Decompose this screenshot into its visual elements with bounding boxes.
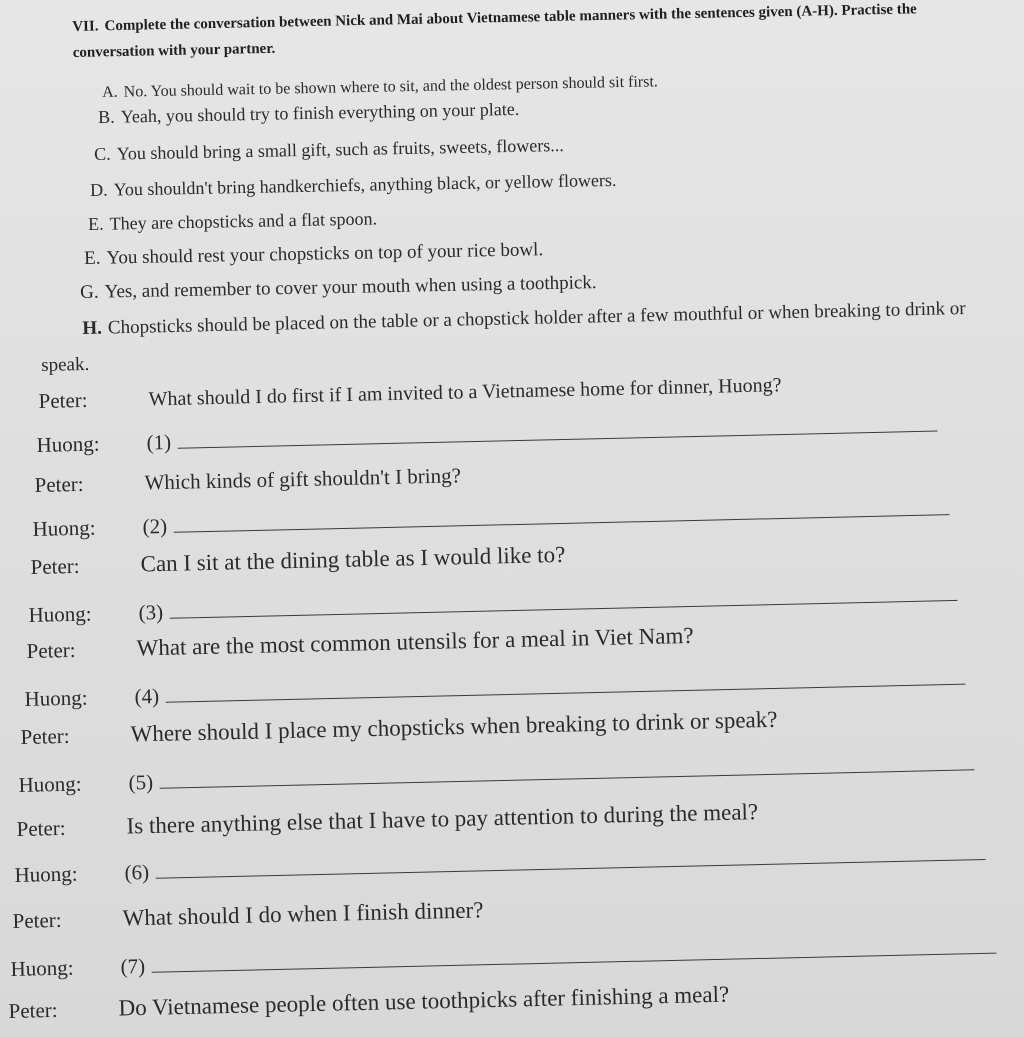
blank-number: (6) — [124, 859, 150, 885]
question-text: Do Vietnamese people often use toothpicks after finishing a meal? — [118, 981, 730, 1021]
option-text: Chopsticks should be placed on the table or a chopstick holder after a few mouthful or when breaking to drink or speak. — [40, 298, 966, 376]
question-text: What are the most common utensils for a meal in Viet Nam? — [136, 622, 694, 661]
question-text: Is there anything else that I have to pay attention to during the meal? — [126, 799, 759, 839]
question-text: What should I do first if I am invited to a Vietnamese home for dinner, Huong? — [148, 374, 782, 411]
option-letter: H. — [82, 317, 103, 340]
speaker-huong: Huong: — [10, 955, 74, 981]
option-letter: E. — [84, 247, 101, 269]
option-c — [94, 135, 564, 165]
speaker-peter: Peter: — [26, 637, 76, 663]
speaker-peter: Peter: — [12, 907, 62, 933]
speaker-huong: Huong: — [32, 515, 96, 541]
speaker-huong: Huong: — [36, 431, 100, 457]
speaker-peter: Peter: — [38, 387, 88, 413]
speaker-huong: Huong: — [18, 771, 82, 797]
option-f — [84, 239, 543, 270]
option-letter: C. — [94, 143, 111, 164]
option-g — [80, 272, 597, 304]
option-text: You should bring a small gift, such as fruits, sweets, flowers... — [116, 134, 564, 164]
blank-number: (3) — [138, 599, 164, 625]
option-text: You should rest your chopsticks on top of your rice bowl. — [106, 239, 544, 269]
blank-number: (5) — [128, 769, 154, 795]
option-b — [98, 99, 519, 128]
option-letter: D. — [90, 179, 108, 200]
speaker-peter: Peter: — [30, 553, 80, 579]
option-text: Yeah, you should try to finish everything on your plate. — [120, 98, 520, 127]
option-a — [102, 73, 658, 102]
option-letter: A. — [102, 83, 118, 101]
blank-number: (4) — [134, 683, 160, 709]
option-letter: E. — [88, 213, 104, 234]
question-text: Where should I place my chopsticks when breaking to drink or speak? — [130, 706, 778, 747]
option-letter: G. — [80, 281, 99, 303]
speaker-huong: Huong: — [14, 861, 78, 887]
question-text: What should I do when I finish dinner? — [122, 897, 484, 931]
blank-number: (1) — [146, 429, 172, 455]
option-text: No. You should wait to be shown where to sit, and the oldest person should sit first. — [123, 73, 658, 101]
exercise-instruction: Complete the conversation between Nick and Mai about Vietnamese table manners with the sentences given (A-H). Practise the conversation with your partner. — [72, 1, 917, 61]
option-text: You shouldn't bring handkerchiefs, anything black, or yellow flowers. — [113, 169, 617, 200]
option-letter: B. — [98, 106, 115, 127]
question-text: Which kinds of gift shouldn't I bring? — [144, 463, 462, 495]
question-text: Can I sit at the dining table as I would like to? — [140, 541, 566, 577]
option-text: They are chopsticks and a flat spoon. — [109, 208, 378, 234]
option-text: Yes, and remember to cover your mouth when using a toothpick. — [104, 272, 597, 303]
exercise-number: VII. — [72, 18, 99, 35]
blank-number: (7) — [120, 953, 146, 979]
speaker-peter: Peter: — [16, 815, 66, 841]
option-e — [88, 208, 377, 235]
speaker-huong: Huong: — [24, 685, 88, 711]
speaker-peter: Peter: — [8, 997, 58, 1023]
blank-number: (2) — [142, 513, 168, 539]
speaker-huong: Huong: — [28, 601, 92, 627]
speaker-peter: Peter: — [20, 723, 70, 749]
option-d — [90, 170, 617, 201]
speaker-peter: Peter: — [34, 471, 84, 497]
